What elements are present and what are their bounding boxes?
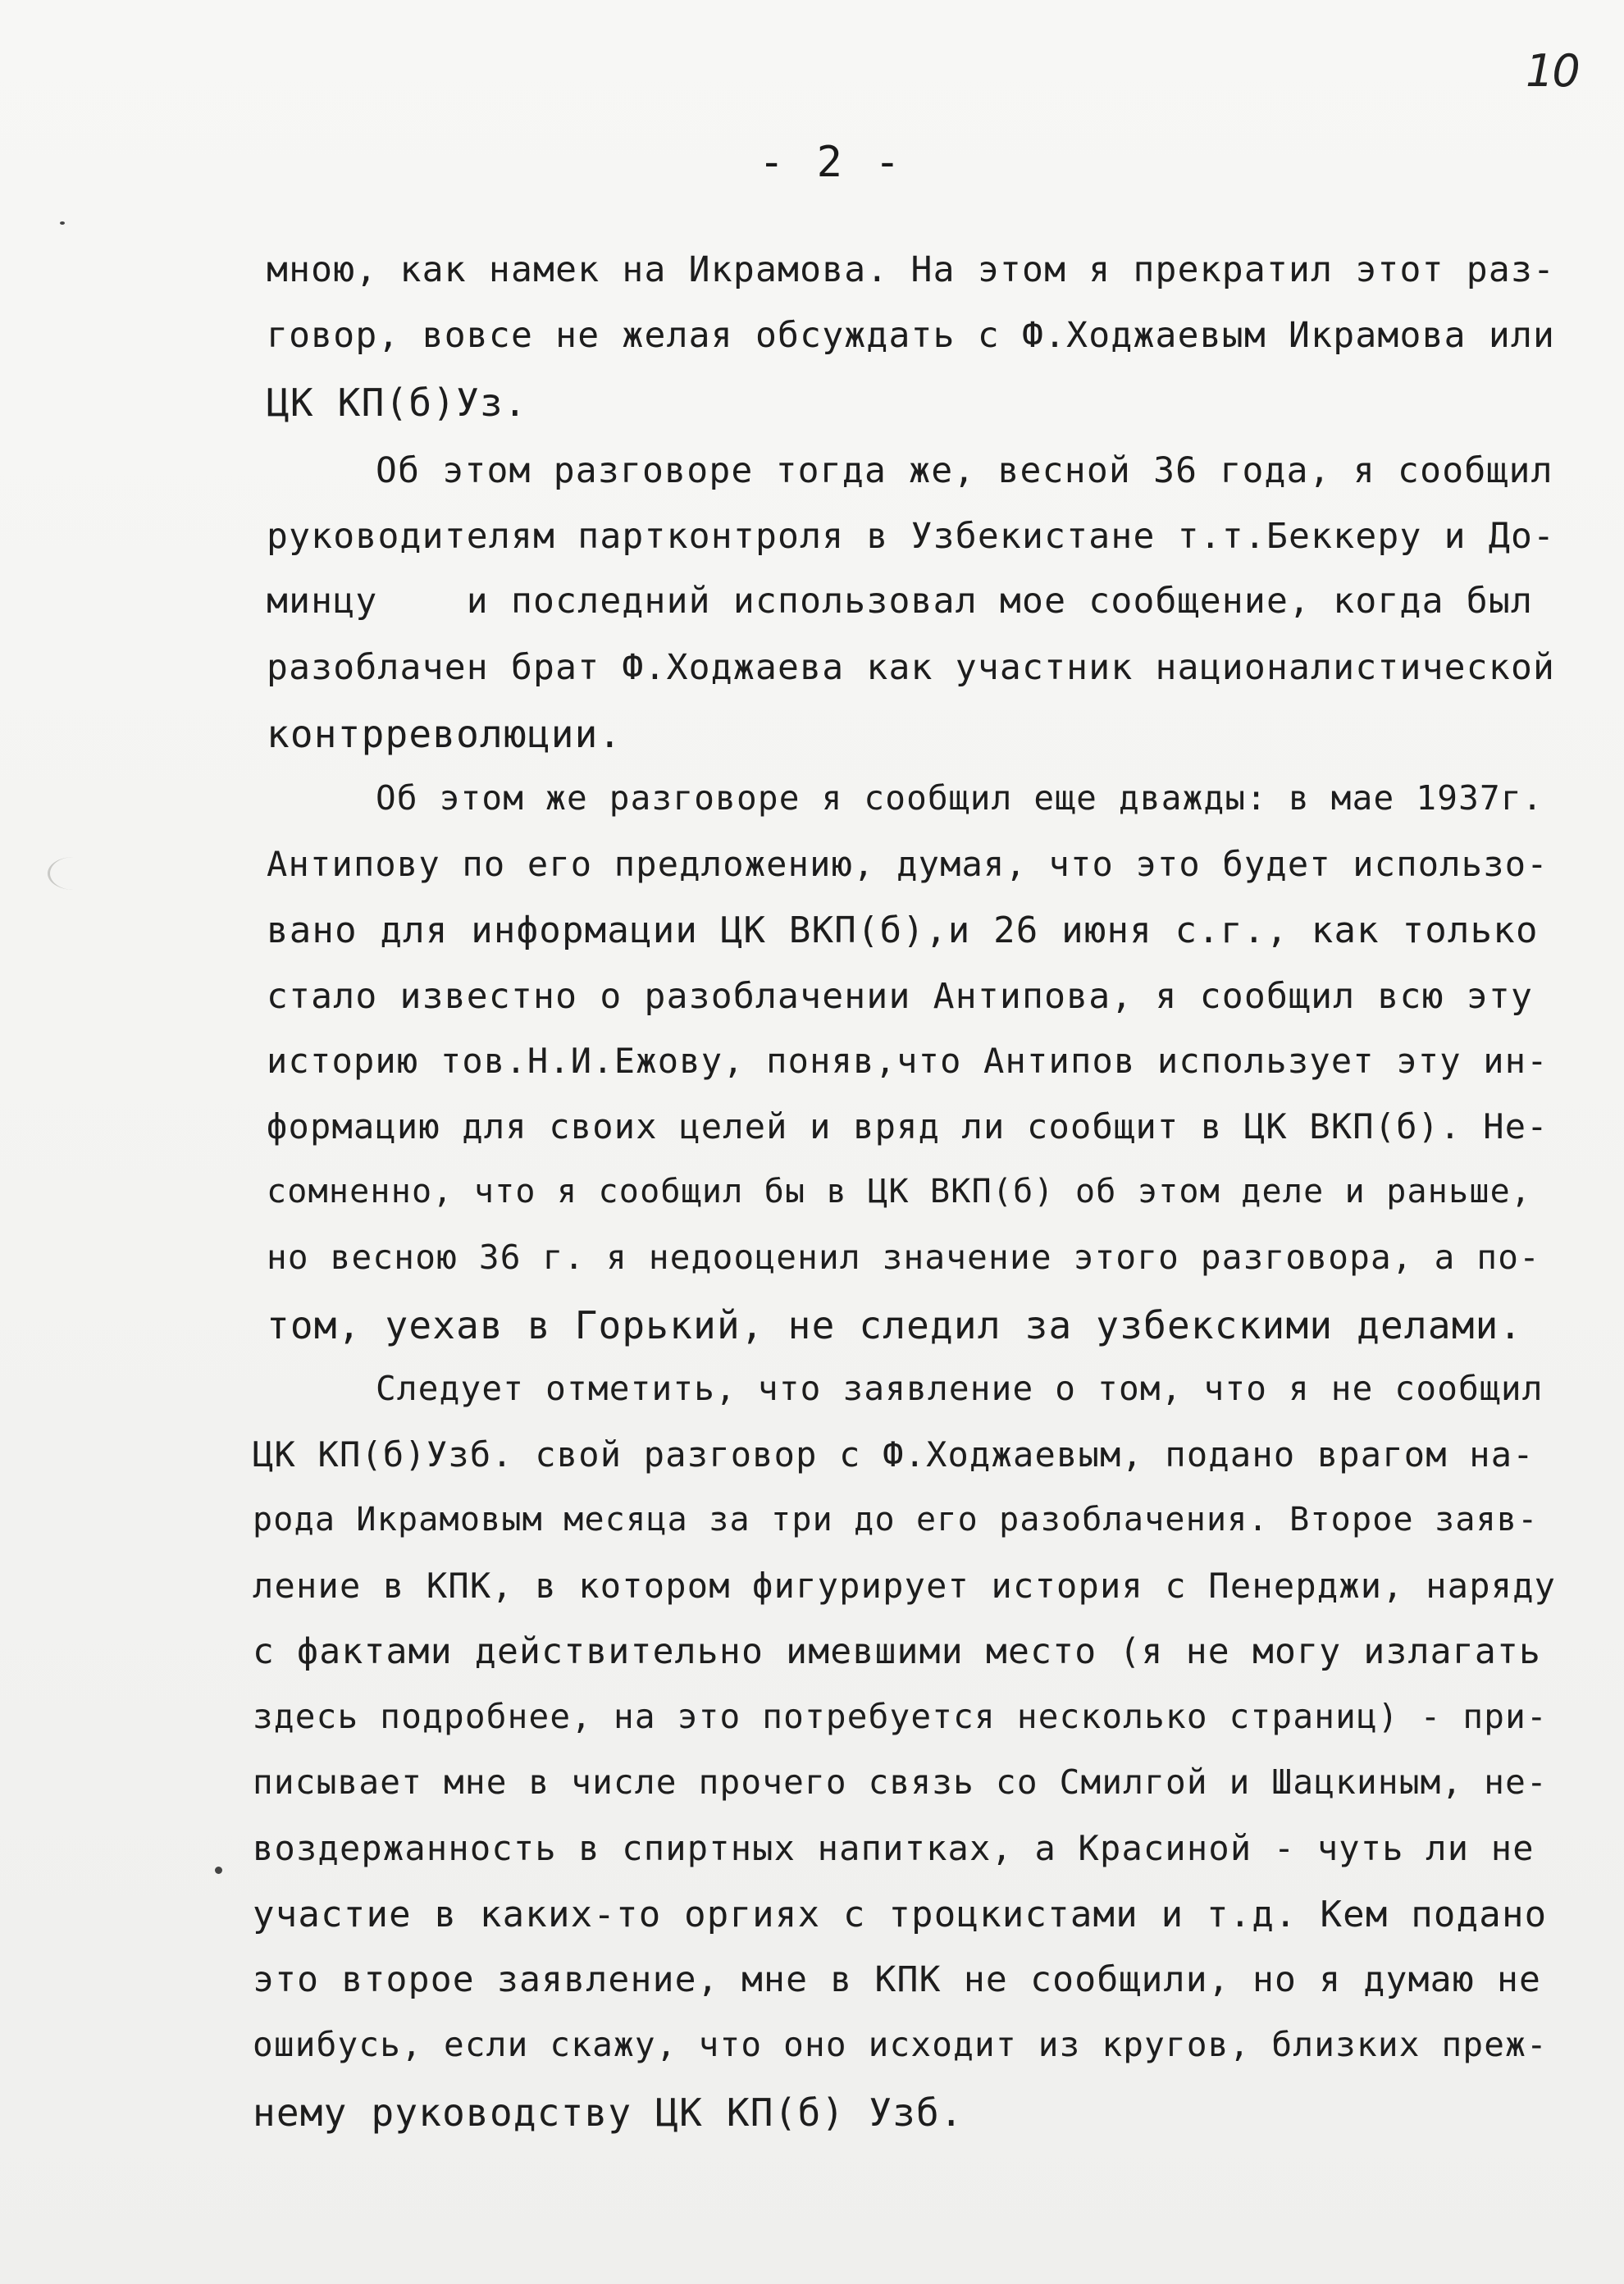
text-line: Следует отметить, что заявление о том, что я не сообщил [376,1369,1544,1408]
text-line: ление в КПК, в котором фигурирует история с Пенерджи, наряду [253,1566,1557,1606]
text-line: говор, вовсе не желая обсуждать с Ф.Ходжаевым Икрамова или [267,315,1556,356]
punch-hole-mark [48,857,99,890]
text-line: воздержанность в спиртных напитках, а Красиной - чуть ли не [253,1828,1535,1868]
text-line: сомненно, что я сообщил бы в ЦК ВКП(б) об этом деле и раньше, [267,1173,1532,1210]
folio-number: 10 [1526,45,1579,97]
text-line: Об этом же разговоре я сообщил еще дважды: в мае 1937г. [376,778,1544,818]
text-line: ЦК КП(б)Узб. свой разговор с Ф.Ходжаевым, подано врагом на- [253,1434,1535,1475]
text-line: разоблачен брат Ф.Ходжаева как участник националистической [267,647,1556,688]
text-line: с фактами действительно имевшими место (я не могу излагать [253,1631,1542,1672]
text-line: формацию для своих целей и вряд ли сообщит в ЦК ВКП(б). Не- [267,1106,1549,1147]
text-line: участие в каких-то оргиях с троцкистами и т.д. Кем подано [253,1894,1548,1935]
text-line: минцу и последний использовал мое сообщение, когда был [267,581,1534,622]
text-line: ЦК КП(б)Уз. [267,381,527,425]
text-line: ошибусь, если скажу, что оно исходит из кругов, близких преж- [253,2025,1548,2064]
text-line: нему руководству ЦК КП(б) Узб. [253,2090,964,2135]
page-number: - 2 - [759,138,904,187]
text-line: Об этом разговоре тогда же, весной 36 года, я сообщил [376,450,1553,491]
text-line: мною, как намек на Икрамова. На этом я прекратил этот раз- [267,249,1556,290]
text-line: Антипову по его предложению, думая, что это будет использо- [267,844,1549,884]
text-line: вано для информации ЦК ВКП(б),и 26 июня с.г., как только [267,909,1539,951]
text-line: здесь подробнее, на это потребуется несколько страниц) - при- [253,1697,1548,1736]
text-line: историю тов.Н.И.Ежову, поняв,что Антипов использует эту ин- [267,1041,1549,1081]
ink-speck [60,221,65,225]
text-line: стало известно о разоблачении Антипова, я сообщил всю эту [267,976,1534,1017]
text-line: но весною 36 г. я недооценил значение этого разговора, а по- [267,1238,1541,1277]
text-line: контрреволюции. [267,712,623,756]
text-line: рода Икрамовым месяца за три до его разоблачения. Второе заяв- [253,1501,1539,1539]
text-line: писывает мне в числе прочего связь со Смилгой и Шацкиным, не- [253,1762,1548,1802]
text-line: руководителям партконтроля в Узбекистане т.т.Беккеру и До- [267,516,1556,557]
ink-speck [215,1867,222,1874]
text-line: это второе заявление, мне в КПК не сообщили, но я думаю не [253,1959,1542,2000]
text-line: том, уехав в Горький, не следил за узбекскими делами. [267,1303,1523,1347]
